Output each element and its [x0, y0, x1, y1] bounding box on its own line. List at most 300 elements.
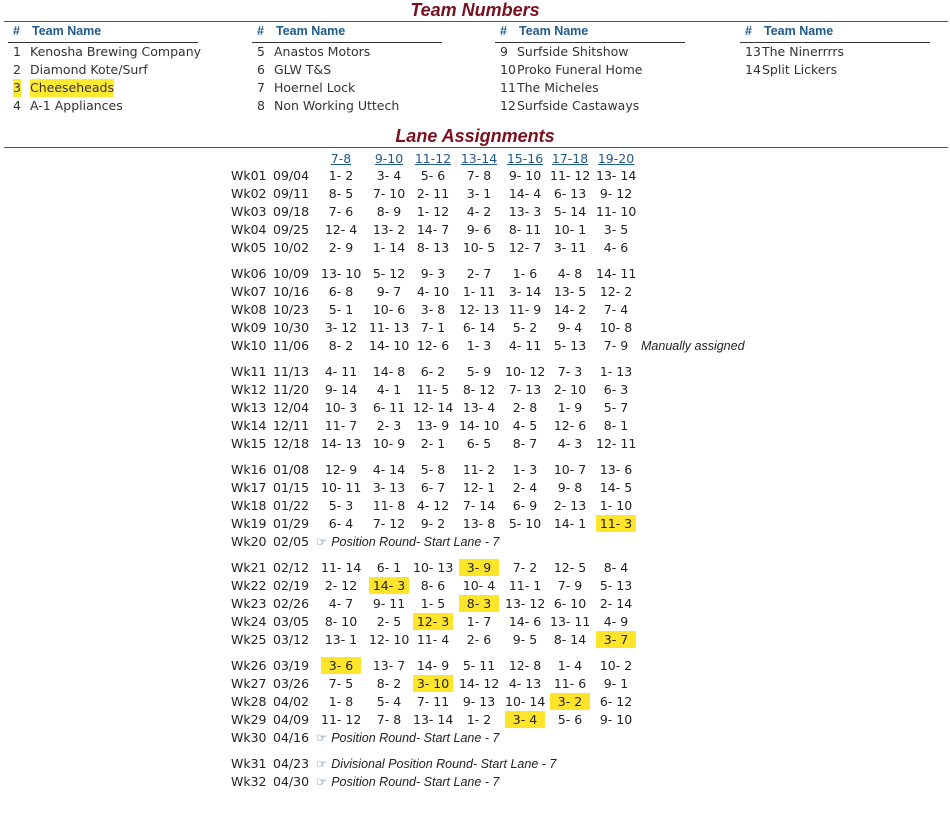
lane-header: 15-16	[506, 151, 544, 166]
lane-pairing: 4- 9	[603, 614, 629, 629]
lane-pairing: 10- 6	[372, 302, 406, 317]
lane-pairing: 14- 6	[508, 614, 542, 629]
lane-pairing: 4- 14	[372, 462, 406, 477]
lane-pairing: 6- 11	[372, 400, 406, 415]
lane-pairing: 8- 12	[462, 382, 496, 397]
lane-pairing: 8- 10	[324, 614, 358, 629]
week-label: Wk29	[231, 712, 267, 727]
lane-pairing: 11- 12	[321, 712, 362, 727]
team-name-header: Team Name	[519, 24, 589, 38]
week-date: 11/20	[273, 382, 310, 397]
lane-pairing: 8- 6	[420, 578, 446, 593]
week-date: 04/16	[273, 730, 310, 745]
lane-pairing: 10- 3	[324, 400, 358, 415]
lane-pairing: 10- 4	[462, 578, 496, 593]
lane-pairing: 10- 7	[553, 462, 587, 477]
team-row	[8, 79, 198, 97]
week-label: Wk07	[231, 284, 267, 299]
lane-pairing: 11- 4	[416, 632, 450, 647]
team-numbers-title: Team Numbers	[410, 0, 540, 20]
team-row	[740, 43, 930, 61]
team-column-header	[740, 24, 930, 43]
lane-pairing: 10- 13	[413, 560, 454, 575]
lane-pairing: 4- 5	[512, 418, 538, 433]
team-name: Surfside Shitshow	[517, 44, 629, 59]
lane-pairing: 10- 14	[505, 694, 546, 709]
lane-pairing: 4- 11	[508, 338, 542, 353]
week-date: 11/13	[273, 364, 310, 379]
lane-pairing: 9- 10	[508, 168, 542, 183]
lane-pairing: 7- 1	[420, 320, 446, 335]
lane-pairing: 10- 12	[505, 364, 546, 379]
week-label: Wk26	[231, 658, 267, 673]
lane-pairing: 8- 11	[508, 222, 542, 237]
lane-header: 11-12	[414, 151, 452, 166]
team-name-header: Team Name	[764, 24, 834, 38]
lane-pairing: 4- 11	[324, 364, 358, 379]
lane-pairing: 7- 4	[603, 302, 629, 317]
week-label: Wk18	[231, 498, 267, 513]
week-label: Wk15	[231, 436, 267, 451]
week-date: 09/18	[273, 204, 310, 219]
lane-assignments-title: Lane Assignments	[395, 126, 555, 146]
lane-pairing: 5- 9	[466, 364, 492, 379]
team-row	[252, 61, 442, 79]
lane-pairing: 2- 1	[420, 436, 446, 451]
week-label: Wk27	[231, 676, 267, 691]
lane-pairing: 5- 2	[512, 320, 538, 335]
lane-pairing: 12- 2	[599, 284, 633, 299]
lane-pairing: 14- 4	[508, 186, 542, 201]
week-date: 10/16	[273, 284, 310, 299]
lane-pairing: 12- 11	[596, 436, 637, 451]
lane-pairing: 8- 4	[603, 560, 629, 575]
team-name: The Ninerrrrs	[762, 44, 845, 59]
lane-pairing: 3- 6	[321, 657, 361, 674]
lane-pairing: 13- 2	[372, 222, 406, 237]
lane-pairing: 7- 3	[557, 364, 583, 379]
lane-header: 13-14	[460, 151, 498, 166]
lane-pairing: 5- 13	[553, 338, 587, 353]
lane-pairing: 11- 14	[321, 560, 362, 575]
lane-pairing: 10- 8	[599, 320, 633, 335]
week-label: Wk21	[231, 560, 267, 575]
week-label: Wk20	[231, 534, 267, 549]
lane-pairing: 9- 5	[512, 632, 538, 647]
lane-pairing: 1- 3	[512, 462, 538, 477]
team-column	[740, 24, 930, 79]
lane-pairing: 4- 6	[603, 240, 629, 255]
lane-pairing: 5- 1	[328, 302, 354, 317]
lane-pairing: 6- 4	[328, 516, 354, 531]
lane-pairing: 4- 7	[328, 596, 354, 611]
lane-pairing: 5- 6	[420, 168, 446, 183]
team-column	[252, 24, 442, 115]
lane-pairing: 1- 5	[420, 596, 446, 611]
lane-pairing: 5- 13	[599, 578, 633, 593]
position-round-label: Position Round- Start Lane - 7	[331, 775, 500, 789]
lane-pairing: 12- 13	[459, 302, 500, 317]
lane-pairing: 10- 2	[599, 658, 633, 673]
lane-pairing: 3- 14	[508, 284, 542, 299]
lane-pairing: 5- 12	[372, 266, 406, 281]
week-label: Wk22	[231, 578, 267, 593]
lane-pairing: 9- 8	[557, 480, 583, 495]
lane-pairing: 9- 3	[420, 266, 446, 281]
week-date: 03/12	[273, 632, 310, 647]
lane-pairing: 2- 8	[512, 400, 538, 415]
week-date: 04/30	[273, 774, 310, 789]
lane-pairing: 3- 1	[466, 186, 492, 201]
week-date: 10/02	[273, 240, 310, 255]
week-label: Wk01	[231, 168, 267, 183]
lane-pairing: 7- 8	[376, 712, 402, 727]
lane-pairing: 4- 12	[416, 498, 450, 513]
week-date: 10/23	[273, 302, 310, 317]
team-row	[252, 43, 442, 61]
lane-pairing: 13- 6	[599, 462, 633, 477]
team-number: 10	[500, 62, 516, 77]
team-name-header: Team Name	[32, 24, 102, 38]
lane-pairing: 14- 10	[369, 338, 410, 353]
lane-pairing: 13- 10	[321, 266, 362, 281]
lane-pairing: 13- 1	[324, 632, 358, 647]
lane-pairing: 11- 5	[416, 382, 450, 397]
team-name: Non Working Uttech	[274, 98, 400, 113]
lane-pairing: 13- 9	[416, 418, 450, 433]
pointing-hand-icon: ☞	[316, 757, 328, 771]
week-label: Wk17	[231, 480, 267, 495]
lane-pairing: 13- 8	[462, 516, 496, 531]
team-column-header	[252, 24, 442, 43]
lane-pairing: 12- 7	[508, 240, 542, 255]
pointing-hand-icon: ☞	[316, 535, 328, 549]
lane-pairing: 6- 5	[466, 436, 492, 451]
lane-pairing: 8- 2	[376, 676, 402, 691]
team-number: 5	[257, 44, 265, 59]
week-date: 01/15	[273, 480, 310, 495]
lane-pairing: 7- 2	[512, 560, 538, 575]
week-date: 12/18	[273, 436, 310, 451]
lane-pairing: 2- 13	[553, 498, 587, 513]
lane-pairing: 9- 1	[603, 676, 629, 691]
team-number-header: #	[500, 24, 507, 38]
week-date: 01/22	[273, 498, 310, 513]
lane-pairing: 11- 9	[508, 302, 542, 317]
lane-pairing: 5- 4	[376, 694, 402, 709]
position-round-text	[316, 533, 499, 551]
team-row	[495, 79, 685, 97]
lane-pairing: 3- 10	[413, 675, 453, 692]
team-column	[8, 24, 202, 115]
lane-pairing: 14- 8	[372, 364, 406, 379]
week-label: Wk10	[231, 338, 267, 353]
lane-pairing: 1- 13	[599, 364, 633, 379]
week-date: 03/19	[273, 658, 310, 673]
lane-pairing: 13- 12	[505, 596, 546, 611]
lane-pairing: 2- 10	[553, 382, 587, 397]
lane-divider	[4, 147, 948, 148]
week-label: Wk28	[231, 694, 267, 709]
lane-pairing: 12- 6	[553, 418, 587, 433]
lane-pairing: 11- 6	[553, 676, 587, 691]
week-date: 02/12	[273, 560, 310, 575]
lane-pairing: 14- 12	[459, 676, 500, 691]
team-number: 11	[500, 80, 516, 95]
lane-pairing: 14- 7	[416, 222, 450, 237]
week-date: 10/09	[273, 266, 310, 281]
team-row	[252, 79, 442, 97]
lane-pairing: 11- 8	[372, 498, 406, 513]
lane-pairing: 1- 4	[557, 658, 583, 673]
lane-pairing: 14- 9	[416, 658, 450, 673]
position-round-label: Position Round- Start Lane - 7	[331, 535, 500, 549]
week-date: 02/26	[273, 596, 310, 611]
team-number: 6	[257, 62, 265, 77]
lane-pairing: 8- 7	[512, 436, 538, 451]
lane-pairing: 2- 3	[376, 418, 402, 433]
lane-pairing: 3- 4	[376, 168, 402, 183]
lane-pairing: 4- 2	[466, 204, 492, 219]
pointing-hand-icon: ☞	[316, 775, 328, 789]
lane-header: 17-18	[551, 151, 589, 166]
team-number: 12	[500, 98, 516, 113]
lane-pairing: 13- 5	[553, 284, 587, 299]
lane-pairing: 6- 7	[420, 480, 446, 495]
lane-pairing: 13- 14	[596, 168, 637, 183]
lane-pairing: 13- 4	[462, 400, 496, 415]
lane-pairing: 9- 10	[599, 712, 633, 727]
week-date: 12/11	[273, 418, 310, 433]
lane-pairing: 1- 6	[512, 266, 538, 281]
week-date: 09/25	[273, 222, 310, 237]
lane-pairing: 9- 14	[324, 382, 358, 397]
team-name: A-1 Appliances	[30, 98, 123, 113]
week-label: Wk06	[231, 266, 267, 281]
lane-pairing: 9- 12	[599, 186, 633, 201]
lane-pairing: 11- 7	[324, 418, 358, 433]
week-label: Wk09	[231, 320, 267, 335]
lane-pairing: 11- 1	[508, 578, 542, 593]
week-label: Wk19	[231, 516, 267, 531]
lane-pairing: 7- 9	[603, 338, 629, 353]
lane-pairing: 7- 5	[328, 676, 354, 691]
lane-pairing: 1- 9	[557, 400, 583, 415]
lane-pairing: 2- 7	[466, 266, 492, 281]
lane-pairing: 6- 10	[553, 596, 587, 611]
lane-pairing: 14- 11	[596, 266, 637, 281]
team-number: 8	[257, 98, 265, 113]
lane-pairing: 12- 4	[324, 222, 358, 237]
lane-pairing: 4- 3	[557, 436, 583, 451]
lane-pairing: 2- 12	[324, 578, 358, 593]
week-label: Wk02	[231, 186, 267, 201]
lane-pairing: 10- 5	[462, 240, 496, 255]
lane-pairing: 4- 8	[557, 266, 583, 281]
team-row	[495, 43, 685, 61]
lane-pairing: 1- 11	[462, 284, 496, 299]
lane-pairing: 2- 4	[512, 480, 538, 495]
lane-pairing: 4- 1	[376, 382, 402, 397]
lane-pairing: 1- 2	[328, 168, 354, 183]
week-label: Wk14	[231, 418, 267, 433]
week-date: 11/06	[273, 338, 310, 353]
week-label: Wk24	[231, 614, 267, 629]
lane-pairing: 7- 12	[372, 516, 406, 531]
lane-pairing: 2- 5	[376, 614, 402, 629]
lane-pairing: 12- 9	[324, 462, 358, 477]
lane-pairing: 12- 1	[462, 480, 496, 495]
lane-pairing: 6- 1	[376, 560, 402, 575]
position-round-label: Position Round- Start Lane - 7	[331, 731, 500, 745]
lane-pairing: 3- 12	[324, 320, 358, 335]
lane-pairing: 13- 3	[508, 204, 542, 219]
team-number: 4	[13, 98, 21, 113]
team-name: Kenosha Brewing Company	[30, 44, 202, 59]
team-name: Surfside Castaways	[517, 98, 640, 113]
lane-pairing: 11- 13	[369, 320, 410, 335]
team-name-header: Team Name	[276, 24, 346, 38]
team-row	[8, 97, 198, 115]
week-date: 12/04	[273, 400, 310, 415]
lane-pairing: 6- 9	[512, 498, 538, 513]
week-label: Wk05	[231, 240, 267, 255]
team-number-header: #	[745, 24, 752, 38]
team-row	[495, 61, 685, 79]
week-label: Wk30	[231, 730, 267, 745]
lane-pairing: 1- 12	[416, 204, 450, 219]
lane-pairing: 2- 14	[599, 596, 633, 611]
lane-pairing: 11- 12	[550, 168, 591, 183]
lane-pairing: 7- 9	[557, 578, 583, 593]
lane-pairing: 12- 14	[413, 400, 454, 415]
team-row	[8, 61, 198, 79]
lane-pairing: 8- 9	[376, 204, 402, 219]
lane-pairing: 1- 2	[466, 712, 492, 727]
lane-pairing: 7- 8	[466, 168, 492, 183]
week-label: Wk32	[231, 774, 267, 789]
lane-pairing: 7- 13	[508, 382, 542, 397]
team-number: 14	[745, 62, 761, 77]
team-number-header: #	[257, 24, 264, 38]
lane-pairing: 2- 11	[416, 186, 450, 201]
team-number: 2	[13, 62, 21, 77]
lane-pairing: 10- 9	[372, 436, 406, 451]
week-label: Wk25	[231, 632, 267, 647]
lane-pairing: 3- 13	[372, 480, 406, 495]
week-date: 04/02	[273, 694, 310, 709]
lane-pairing: 10- 1	[553, 222, 587, 237]
lane-pairing: 8- 5	[328, 186, 354, 201]
lane-pairing: 12- 10	[369, 632, 410, 647]
lane-pairing: 1- 3	[466, 338, 492, 353]
week-date: 02/19	[273, 578, 310, 593]
team-row	[495, 97, 685, 115]
top-divider	[4, 21, 948, 22]
lane-pairing: 9- 13	[462, 694, 496, 709]
team-column	[495, 24, 685, 115]
lane-pairing: 3- 2	[550, 693, 590, 710]
lane-pairing: 6- 3	[603, 382, 629, 397]
lane-pairing: 6- 12	[599, 694, 633, 709]
lane-pairing: 9- 11	[372, 596, 406, 611]
lane-pairing: 7- 14	[462, 498, 496, 513]
team-number: 1	[13, 44, 21, 59]
lane-pairing: 7- 11	[416, 694, 450, 709]
lane-pairing: 13- 7	[372, 658, 406, 673]
lane-pairing: 6- 2	[420, 364, 446, 379]
position-round-label: Divisional Position Round- Start Lane - 7	[331, 757, 557, 771]
lane-pairing: 5- 6	[557, 712, 583, 727]
lane-pairing: 8- 13	[416, 240, 450, 255]
week-date: 10/30	[273, 320, 310, 335]
week-date: 03/26	[273, 676, 310, 691]
team-name: Split Lickers	[762, 62, 838, 77]
week-label: Wk13	[231, 400, 267, 415]
lane-pairing: 2- 6	[466, 632, 492, 647]
lane-pairing: 9- 4	[557, 320, 583, 335]
lane-pairing: 6- 8	[328, 284, 354, 299]
week-label: Wk04	[231, 222, 267, 237]
lane-pairing: 4- 13	[508, 676, 542, 691]
lane-pairing: 5- 10	[508, 516, 542, 531]
team-number: 7	[257, 80, 265, 95]
week-date: 03/05	[273, 614, 310, 629]
team-number: 3	[13, 80, 21, 95]
week-label: Wk08	[231, 302, 267, 317]
team-name: Proko Funeral Home	[517, 62, 643, 77]
week-date: 04/23	[273, 756, 310, 771]
lane-pairing: 7- 6	[328, 204, 354, 219]
lane-header: 19-20	[597, 151, 635, 166]
lane-pairing: 11- 3	[596, 515, 636, 532]
week-date: 01/29	[273, 516, 310, 531]
team-row	[740, 61, 930, 79]
team-number-header: #	[13, 24, 20, 38]
lane-pairing: 12- 5	[553, 560, 587, 575]
lane-pairing: 11- 2	[462, 462, 496, 477]
lane-pairing: 3- 7	[596, 631, 636, 648]
pointing-hand-icon: ☞	[316, 731, 328, 745]
week-label: Wk12	[231, 382, 267, 397]
position-round-text	[316, 773, 499, 791]
team-number: 9	[500, 44, 508, 59]
week-date: 09/11	[273, 186, 310, 201]
week-label: Wk23	[231, 596, 267, 611]
lane-pairing: 1- 7	[466, 614, 492, 629]
lane-pairing: 3- 5	[603, 222, 629, 237]
lane-pairing: 12- 8	[508, 658, 542, 673]
team-column-header	[495, 24, 685, 43]
lane-pairing: 14- 2	[553, 302, 587, 317]
team-row	[8, 43, 202, 61]
lane-pairing: 14- 5	[599, 480, 633, 495]
team-name: The Micheles	[517, 80, 599, 95]
team-name: Anastos Motors	[274, 44, 371, 59]
week-date: 01/08	[273, 462, 310, 477]
team-name: GLW T&S	[274, 62, 332, 77]
lane-pairing: 14- 1	[553, 516, 587, 531]
lane-pairing: 8- 3	[459, 595, 499, 612]
lane-pairing: 8- 14	[553, 632, 587, 647]
lane-header: 9-10	[374, 151, 404, 166]
lane-pairing: 8- 2	[328, 338, 354, 353]
lane-pairing: 5- 7	[603, 400, 629, 415]
week-label: Wk31	[231, 756, 267, 771]
week-date: 04/09	[273, 712, 310, 727]
lane-pairing: 4- 10	[416, 284, 450, 299]
lane-pairing: 9- 7	[376, 284, 402, 299]
